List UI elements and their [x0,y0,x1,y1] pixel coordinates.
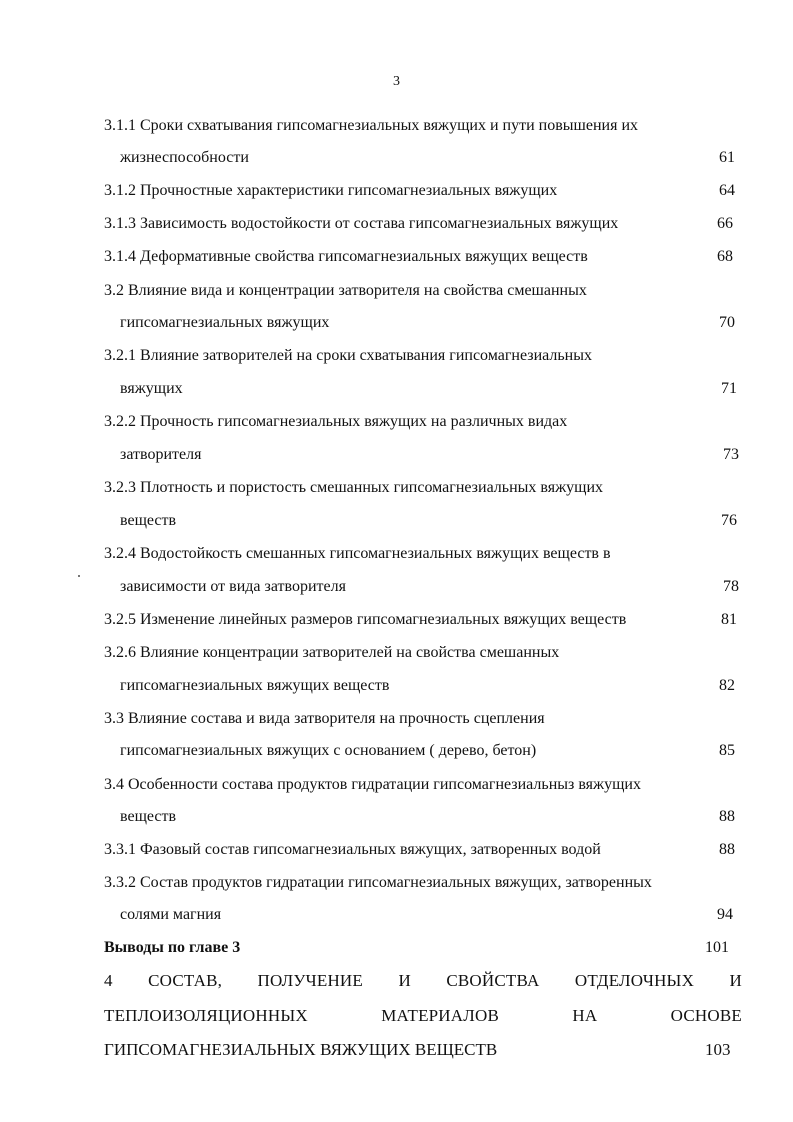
toc-entry-page: 82 [719,677,735,694]
toc-entry-page: 61 [719,149,735,166]
page-number: 3 [393,74,400,89]
toc-entry-page: 66 [717,215,733,232]
toc-entry-text: 3.1.1 Сроки схватывания гипсомагнезиальных вяжущих и пути повышения их [104,117,638,134]
toc-entry-page: 103 [705,1040,731,1059]
toc-entry-text: жизнеспособности [120,149,249,166]
word: СВОЙСТВА [446,971,540,990]
toc-entry-page: 78 [723,578,739,595]
toc-entry-text: 3.2.6 Влияние концентрации затворителей на свойства смешанных [104,644,560,661]
word: ТЕПЛОИЗОЛЯЦИОННЫХ [104,1006,308,1025]
toc-entry-page: 76 [721,512,737,529]
toc-entry-page: 71 [721,380,737,397]
word: НА [572,1006,598,1025]
toc-entry-text: 3.1.4 Деформативные свойства гипсомагнезиальных вяжущих веществ [104,248,588,265]
toc-entry-text: 3.4 Особенности состава продуктов гидратации гипсомагнезиальныз вяжущих [104,776,641,793]
toc-entry-text: веществ [120,512,177,529]
toc-chapter-summary: Выводы по главе 3 [104,939,241,956]
word: СОСТАВ, [148,971,223,990]
word: МАТЕРИАЛОВ [381,1006,500,1025]
word: ОТДЕЛОЧНЫХ [574,971,695,990]
toc-entry-page: 70 [719,314,735,331]
toc-entry-text: зависимости от вида затворителя [120,578,346,595]
chapter-4-line-1 [104,971,742,991]
toc-entry-page: 85 [719,742,735,759]
toc-entry-text: затворителя [120,446,202,463]
toc-chapter-4-cont [104,1006,742,1026]
toc-entry-text: 3.3 Влияние состава и вида затворителя на прочность сцепления [104,710,545,727]
chapter-4-line-3: ГИПСОМАГНЕЗИАЛЬНЫХ ВЯЖУЩИХ ВЕЩЕСТВ [104,1040,498,1059]
toc-entry-page: 81 [721,611,737,628]
toc-entry-text: 3.2.2 Прочность гипсомагнезиальных вяжущих на различных видах [104,413,568,430]
toc-entry-text: 3.2.4 Водостойкость смешанных гипсомагнезиальных вяжущих веществ в [104,545,611,562]
toc-entry-text: 3.1.3 Зависимость водостойкости от состава гипсомагнезиальных вяжущих [104,215,619,232]
toc-entry-text: веществ [120,808,177,825]
toc-entry-page: 88 [719,808,735,825]
toc-entry-page: 94 [717,906,733,923]
toc-entry-text: 3.2.3 Плотность и пористость смешанных гипсомагнезиальных вяжущих [104,479,604,496]
toc-entry-text: 3.2.1 Влияние затворителей на сроки схватывания гипсомагнезиальных [104,347,592,364]
word: 4 [104,971,113,990]
toc-entry-page: 101 [705,939,729,956]
toc-entry-text: гипсомагнезиальных вяжущих [120,314,330,331]
word: ОСНОВЕ [670,1006,742,1025]
toc-entry-text: 3.3.2 Состав продуктов гидратации гипсомагнезиальных вяжущих, затворенных [104,874,652,891]
word: И [398,971,411,990]
toc-entry-text: гипсомагнезиальных вяжущих веществ [120,677,390,694]
toc-entry-page: 88 [719,841,735,858]
toc-entry-text: 3.1.2 Прочностные характеристики гипсомагнезиальных вяжущих [104,182,558,199]
toc-entry-page: 73 [723,446,739,463]
chapter-4-line-2 [104,1006,742,1026]
word: И [729,971,742,990]
toc-entry-text: 3.3.1 Фазовый состав гипсомагнезиальных вяжущих, затворенных водой [104,841,601,858]
toc-entry-text: вяжущих [120,380,183,397]
toc-entry-page: 64 [719,182,735,199]
toc-entry-text: гипсомагнезиальных вяжущих с основанием ( дерево, бетон) [120,742,537,759]
toc-chapter-4 [104,971,742,991]
toc-entry-text: солями магния [120,906,222,923]
toc-entry-page: 68 [717,248,733,265]
toc-entry-text: 3.2 Влияние вида и концентрации затворителя на свойства смешанных [104,282,587,299]
toc-entry-text: 3.2.5 Изменение линейных размеров гипсомагнезиальных вяжущих веществ [104,611,627,628]
word: ПОЛУЧЕНИЕ [257,971,363,990]
